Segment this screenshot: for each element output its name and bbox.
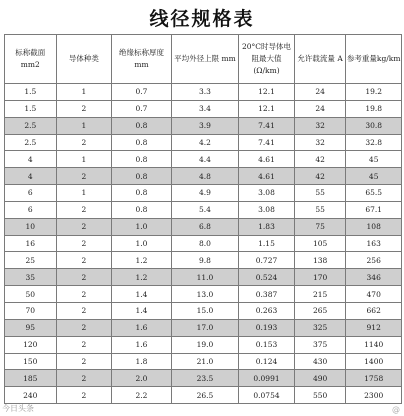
table-cell: 0.193 xyxy=(239,319,295,336)
watermark-mark: @ xyxy=(392,405,400,414)
table-cell: 3.3 xyxy=(171,84,238,101)
table-cell: 240 xyxy=(5,387,57,404)
column-header xyxy=(239,35,295,84)
table-cell: 45 xyxy=(346,151,402,168)
table-cell: 170 xyxy=(294,269,346,286)
table-cell: 32 xyxy=(294,117,346,134)
table-cell: 2300 xyxy=(346,387,402,404)
table-row xyxy=(5,117,402,134)
table-cell: 470 xyxy=(346,286,402,303)
table-cell: 325 xyxy=(294,319,346,336)
table-row xyxy=(5,353,402,370)
table-cell: 55 xyxy=(294,201,346,218)
table-cell: 0.0991 xyxy=(239,370,295,387)
table-cell: 163 xyxy=(346,235,402,252)
page-title: 线径规格表 xyxy=(149,8,255,30)
watermark-text: 今日头条 xyxy=(2,404,34,413)
table-cell: 2 xyxy=(56,218,112,235)
table-cell: 256 xyxy=(346,252,402,269)
table-cell: 1 xyxy=(56,151,112,168)
table-cell: 10 xyxy=(5,218,57,235)
table-cell: 12.1 xyxy=(239,84,295,101)
table-row xyxy=(5,100,402,117)
column-header-line: 导体种类 xyxy=(68,54,99,63)
table-cell: 1 xyxy=(56,84,112,101)
table-cell: 1.4 xyxy=(112,302,172,319)
table-row xyxy=(5,336,402,353)
table-cell: 19.2 xyxy=(346,84,402,101)
table-row xyxy=(5,252,402,269)
table-row xyxy=(5,201,402,218)
table-cell: 0.8 xyxy=(112,151,172,168)
table-cell: 95 xyxy=(5,319,57,336)
column-header xyxy=(346,35,402,84)
table-cell: 150 xyxy=(5,353,57,370)
table-cell: 11.0 xyxy=(171,269,238,286)
table-cell: 120 xyxy=(5,336,57,353)
table-row xyxy=(5,387,402,404)
table-cell: 3.08 xyxy=(239,185,295,202)
table-cell: 0.8 xyxy=(112,201,172,218)
table-cell: 2.5 xyxy=(5,117,57,134)
table-cell: 42 xyxy=(294,151,346,168)
table-cell: 1758 xyxy=(346,370,402,387)
table-cell: 0.7 xyxy=(112,84,172,101)
table-cell: 0.727 xyxy=(239,252,295,269)
column-header xyxy=(56,35,112,84)
header-row xyxy=(5,35,402,84)
table-cell: 2 xyxy=(56,252,112,269)
table-cell: 1.15 xyxy=(239,235,295,252)
table-cell: 265 xyxy=(294,302,346,319)
column-header-line: 阻最大值 xyxy=(251,54,282,63)
table-cell: 2 xyxy=(56,387,112,404)
table-cell: 6 xyxy=(5,185,57,202)
table-cell: 15.0 xyxy=(171,302,238,319)
table-cell: 0.8 xyxy=(112,117,172,134)
column-header-line: mm2 xyxy=(20,60,40,69)
column-header-line: 20°C时导体电 xyxy=(241,42,292,51)
table-cell: 2 xyxy=(56,302,112,319)
table-cell: 30.8 xyxy=(346,117,402,134)
table-cell: 24 xyxy=(294,100,346,117)
table-cell: 2 xyxy=(56,319,112,336)
column-header-line: mm xyxy=(134,60,149,69)
table-cell: 912 xyxy=(346,319,402,336)
table-cell: 0.0754 xyxy=(239,387,295,404)
table-cell: 67.1 xyxy=(346,201,402,218)
column-header-line: (Ω/km) xyxy=(253,66,280,75)
table-cell: 0.263 xyxy=(239,302,295,319)
table-cell: 26.5 xyxy=(171,387,238,404)
table-cell: 2 xyxy=(56,201,112,218)
table-row xyxy=(5,185,402,202)
table-cell: 2.0 xyxy=(112,370,172,387)
table-cell: 0.153 xyxy=(239,336,295,353)
table-cell: 1.2 xyxy=(112,252,172,269)
table-cell: 1140 xyxy=(346,336,402,353)
column-header-line: 平均外径上限 mm xyxy=(174,54,236,63)
column-header-line: 标称截面 xyxy=(15,48,46,57)
table-cell: 23.5 xyxy=(171,370,238,387)
table-cell: 0.8 xyxy=(112,185,172,202)
table-cell: 1.6 xyxy=(112,336,172,353)
table-cell: 32.8 xyxy=(346,134,402,151)
table-cell: 2 xyxy=(56,100,112,117)
table-cell: 70 xyxy=(5,302,57,319)
table-cell: 7.41 xyxy=(239,134,295,151)
table-cell: 4.2 xyxy=(171,134,238,151)
table-cell: 138 xyxy=(294,252,346,269)
table-cell: 490 xyxy=(294,370,346,387)
table-row xyxy=(5,302,402,319)
table-cell: 2.2 xyxy=(112,387,172,404)
table-cell: 1.4 xyxy=(112,286,172,303)
table-cell: 1.6 xyxy=(112,319,172,336)
table-cell: 2 xyxy=(56,269,112,286)
column-header xyxy=(171,35,238,84)
table-cell: 2.5 xyxy=(5,134,57,151)
table-cell: 0.8 xyxy=(112,168,172,185)
table-cell: 4 xyxy=(5,168,57,185)
wire-spec-table xyxy=(4,34,402,404)
table-cell: 1 xyxy=(56,117,112,134)
table-cell: 13.0 xyxy=(171,286,238,303)
table-cell: 5.4 xyxy=(171,201,238,218)
table-cell: 3.4 xyxy=(171,100,238,117)
table-cell: 4.8 xyxy=(171,168,238,185)
table-cell: 3.08 xyxy=(239,201,295,218)
column-header-line: 绝缘标称厚度 xyxy=(118,48,164,57)
table-row xyxy=(5,286,402,303)
table-cell: 0.387 xyxy=(239,286,295,303)
table-cell: 9.8 xyxy=(171,252,238,269)
table-cell: 550 xyxy=(294,387,346,404)
table-cell: 430 xyxy=(294,353,346,370)
table-cell: 16 xyxy=(5,235,57,252)
table-row xyxy=(5,84,402,101)
table-cell: 185 xyxy=(5,370,57,387)
table-cell: 375 xyxy=(294,336,346,353)
table-cell: 65.5 xyxy=(346,185,402,202)
table-cell: 2 xyxy=(56,134,112,151)
table-cell: 2 xyxy=(56,286,112,303)
table-cell: 0.8 xyxy=(112,134,172,151)
table-cell: 2 xyxy=(56,235,112,252)
table-cell: 6.8 xyxy=(171,218,238,235)
table-cell: 4.61 xyxy=(239,151,295,168)
column-header-line: 参考重量kg/km xyxy=(346,54,401,63)
table-row xyxy=(5,168,402,185)
table-cell: 21.0 xyxy=(171,353,238,370)
table-cell: 0.7 xyxy=(112,100,172,117)
table-cell: 45 xyxy=(346,168,402,185)
table-cell: 662 xyxy=(346,302,402,319)
table-row xyxy=(5,370,402,387)
table-row xyxy=(5,319,402,336)
table-cell: 105 xyxy=(294,235,346,252)
table-cell: 17.0 xyxy=(171,319,238,336)
table-cell: 4.4 xyxy=(171,151,238,168)
column-header xyxy=(112,35,172,84)
table-cell: 75 xyxy=(294,218,346,235)
table-cell: 7.41 xyxy=(239,117,295,134)
table-cell: 19.8 xyxy=(346,100,402,117)
table-cell: 1.5 xyxy=(5,100,57,117)
table-cell: 1.2 xyxy=(112,269,172,286)
table-cell: 55 xyxy=(294,185,346,202)
table-cell: 2 xyxy=(56,336,112,353)
table-cell: 25 xyxy=(5,252,57,269)
table-cell: 1.5 xyxy=(5,84,57,101)
table-cell: 1.8 xyxy=(112,353,172,370)
table-cell: 1.0 xyxy=(112,218,172,235)
column-header xyxy=(294,35,346,84)
table-body xyxy=(5,84,402,404)
table-cell: 19.0 xyxy=(171,336,238,353)
table-cell: 2 xyxy=(56,370,112,387)
table-row xyxy=(5,269,402,286)
table-cell: 4.9 xyxy=(171,185,238,202)
table-cell: 2 xyxy=(56,168,112,185)
column-header xyxy=(5,35,57,84)
table-cell: 3.9 xyxy=(171,117,238,134)
table-cell: 0.124 xyxy=(239,353,295,370)
column-header-line: 允许载流量 A xyxy=(297,54,343,63)
table-row xyxy=(5,218,402,235)
table-header xyxy=(5,35,402,84)
table-cell: 0.524 xyxy=(239,269,295,286)
table-cell: 108 xyxy=(346,218,402,235)
table-row xyxy=(5,235,402,252)
table-cell: 1.0 xyxy=(112,235,172,252)
table-cell: 42 xyxy=(294,168,346,185)
table-cell: 1.83 xyxy=(239,218,295,235)
table-cell: 215 xyxy=(294,286,346,303)
table-cell: 6 xyxy=(5,201,57,218)
table-cell: 1400 xyxy=(346,353,402,370)
table-cell: 2 xyxy=(56,353,112,370)
table-cell: 12.1 xyxy=(239,100,295,117)
table-cell: 35 xyxy=(5,269,57,286)
table-cell: 24 xyxy=(294,84,346,101)
table-cell: 50 xyxy=(5,286,57,303)
table-row xyxy=(5,151,402,168)
table-cell: 1 xyxy=(56,185,112,202)
table-cell: 8.0 xyxy=(171,235,238,252)
table-row xyxy=(5,134,402,151)
table-cell: 32 xyxy=(294,134,346,151)
table-cell: 4 xyxy=(5,151,57,168)
table-cell: 346 xyxy=(346,269,402,286)
table-cell: 4.61 xyxy=(239,168,295,185)
